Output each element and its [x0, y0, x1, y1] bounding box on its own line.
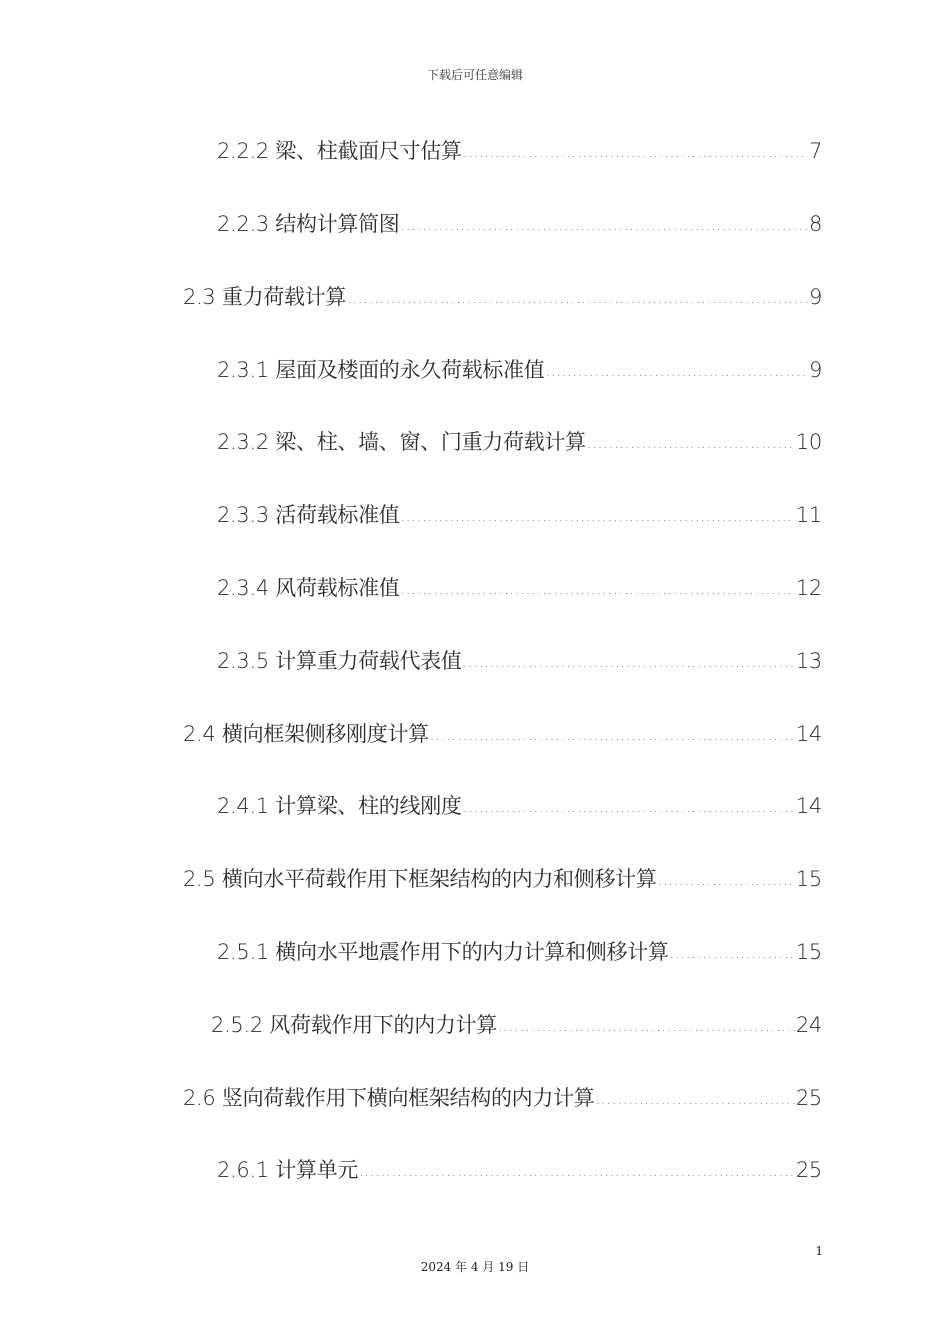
toc-entry-2-6-1[interactable]: [217, 1154, 822, 1186]
toc-entry-2-2-3[interactable]: [217, 208, 822, 240]
toc-entry-title: 2.2.3 结构计算简图: [217, 212, 400, 236]
toc-entry-page: 12: [795, 576, 822, 600]
toc-entry-2-6[interactable]: [183, 1082, 822, 1114]
toc-dot-leader: [545, 364, 808, 380]
toc-entry-page: 24: [795, 1013, 822, 1037]
toc-entry-2-5[interactable]: [183, 863, 822, 895]
toc-dot-leader: [658, 873, 795, 889]
toc-dot-leader: [463, 655, 795, 671]
toc-entry-page: 14: [795, 722, 822, 746]
toc-entry-title: 2.5.2 风荷载作用下的内力计算: [211, 1013, 498, 1037]
toc-entry-title: 2.5 横向水平荷载作用下框架结构的内力和侧移计算: [183, 867, 657, 891]
toc-entry-2-4[interactable]: [183, 718, 822, 750]
toc-entry-2-3-5[interactable]: [217, 645, 822, 677]
toc-entry-2-2-2[interactable]: [217, 135, 822, 167]
toc-dot-leader: [587, 436, 795, 452]
toc-entry-page: 9: [808, 285, 822, 309]
toc-entry-2-5-1[interactable]: [217, 936, 822, 968]
toc-entry-2-3[interactable]: [183, 281, 822, 313]
toc-dot-leader: [401, 582, 795, 598]
toc-entry-title: 2.2.2 梁、柱截面尺寸估算: [217, 139, 462, 163]
toc-entry-title: 2.3.5 计算重力荷载代表值: [217, 649, 462, 673]
toc-dot-leader: [670, 946, 795, 962]
toc-entry-page: 14: [795, 794, 822, 818]
toc-entry-page: 7: [808, 139, 822, 163]
toc-dot-leader: [430, 728, 795, 744]
toc-entry-title: 2.3.2 梁、柱、墙、窗、门重力荷载计算: [217, 430, 586, 454]
toc-entry-title: 2.3.3 活荷载标准值: [217, 503, 400, 527]
page-number: 1: [815, 1244, 823, 1258]
toc-entry-page: 15: [795, 867, 822, 891]
toc-dot-leader: [595, 1092, 794, 1108]
toc-entry-page: 11: [795, 503, 822, 527]
toc-dot-leader: [401, 509, 795, 525]
toc-entry-page: 15: [795, 940, 822, 964]
toc-dot-leader: [359, 1164, 795, 1180]
toc-entry-2-3-4[interactable]: [217, 572, 822, 604]
toc-entry-title: 2.6.1 计算单元: [217, 1158, 359, 1182]
toc-entry-page: 25: [795, 1086, 822, 1110]
toc-entry-page: 10: [795, 430, 822, 454]
page-header: 下载后可任意编辑: [426, 68, 523, 82]
toc-entry-page: 9: [808, 358, 822, 382]
toc-entry-2-4-1[interactable]: [217, 790, 822, 822]
toc-entry-2-5-2[interactable]: [211, 1009, 822, 1041]
toc-entry-page: 13: [795, 649, 822, 673]
footer-date: 2024 年 4 月 19 日: [420, 1260, 530, 1274]
toc-dot-leader: [463, 800, 795, 816]
toc-entry-2-3-2[interactable]: [217, 426, 822, 458]
toc-dot-leader: [401, 218, 808, 234]
toc-entry-title: 2.4.1 计算梁、柱的线刚度: [217, 794, 462, 818]
toc-dot-leader: [463, 145, 808, 161]
toc-dot-leader: [498, 1019, 795, 1035]
toc-dot-leader: [347, 291, 808, 307]
toc-entry-page: 25: [795, 1158, 822, 1182]
toc-entry-page: 8: [808, 212, 822, 236]
toc-entry-title: 2.5.1 横向水平地震作用下的内力计算和侧移计算: [217, 940, 669, 964]
toc-entry-title: 2.3.4 风荷载标准值: [217, 576, 400, 600]
toc-entry-title: 2.6 竖向荷载作用下横向框架结构的内力计算: [183, 1086, 595, 1110]
toc-entry-title: 2.3.1 屋面及楼面的永久荷载标准值: [217, 358, 545, 382]
toc-entry-title: 2.3 重力荷载计算: [183, 285, 347, 309]
toc-entry-2-3-3[interactable]: [217, 499, 822, 531]
toc-entry-2-3-1[interactable]: [217, 354, 822, 386]
toc-entry-title: 2.4 横向框架侧移刚度计算: [183, 722, 429, 746]
